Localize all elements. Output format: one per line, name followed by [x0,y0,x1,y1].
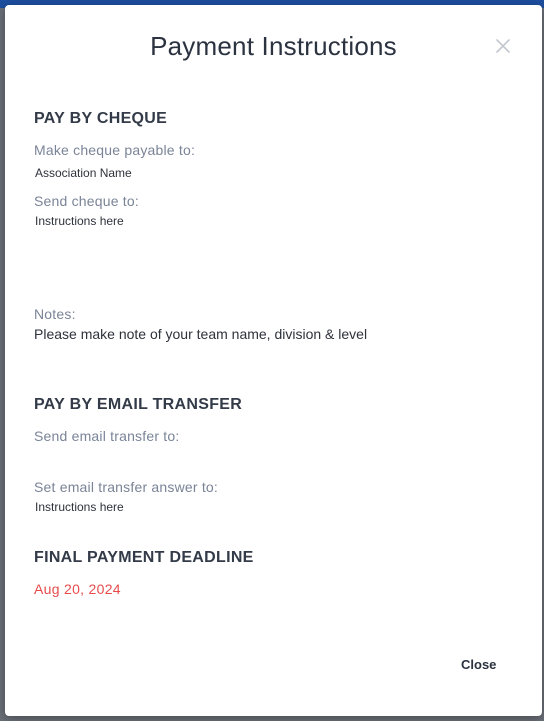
send-cheque-value: Instructions here [35,214,124,228]
deadline-date: Aug 20, 2024 [34,581,121,597]
close-icon[interactable] [493,36,513,56]
send-cheque-label: Send cheque to: [34,193,139,209]
cheque-heading: PAY BY CHEQUE [34,110,168,127]
payable-label: Make cheque payable to: [34,142,196,158]
email-answer-label: Set email transfer answer to: [34,479,218,495]
notes-value: Please make note of your team name, division & level [34,326,368,342]
email-transfer-heading: PAY BY EMAIL TRANSFER [34,396,243,413]
send-email-label: Send email transfer to: [34,428,180,444]
modal-title: Payment Instructions [150,31,397,61]
email-answer-value: Instructions here [35,500,124,514]
deadline-heading: FINAL PAYMENT DEADLINE [34,549,254,566]
notes-label: Notes: [34,306,76,322]
payable-value: Association Name [35,166,132,180]
close-button[interactable]: Close [455,655,502,674]
payment-instructions-modal [5,5,542,716]
